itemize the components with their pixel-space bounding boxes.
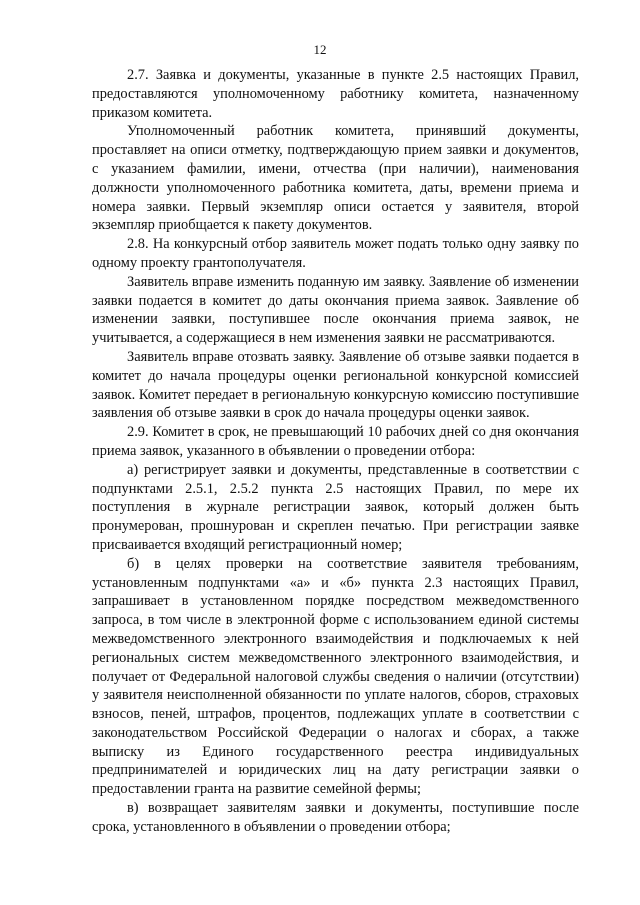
paragraph-2-7: 2.7. Заявка и документы, указанные в пункте 2.5 настоящих Правил, предоставляются уполномоченному работнику комитета, назначенному приказом комитета. bbox=[92, 67, 579, 121]
paragraph-change-application: Заявитель вправе изменить поданную им заявку. Заявление об изменении заявки подается в комитет до даты окончания приема заявок. Заявление об изменении заявки, поступившее после окончания приема заявок, не учитывается, а содержащиеся в нем изменения заявки не рассматриваются. bbox=[92, 273, 579, 347]
document-body bbox=[92, 66, 579, 837]
paragraph-withdraw-application: Заявитель вправе отозвать заявку. Заявление об отзыве заявки подается в комитет до начала процедуры оценки региональной конкурсной комиссией заявок. Комитет передает в региональную конкурсную комиссию поступившие заявления об отзыве заявки в срок до начала процедуры оценки заявок. bbox=[92, 348, 579, 422]
page-number: 12 bbox=[313, 42, 327, 57]
paragraph-authorized-employee: Уполномоченный работник комитета, принявший документы, проставляет на описи отметку, подтверждающую прием заявки и документов, с указанием фамилии, имени, отчества (при наличии), наименования должности уполномоченного работника комитета, даты, времени приема и номера заявки. Первый экземпляр описи остается у заявителя, второй экземпляр приобщается к пакету документов. bbox=[92, 123, 579, 234]
paragraph-2-9: 2.9. Комитет в срок, не превышающий 10 рабочих дней со дня окончания приема заявок, указанного в объявлении о проведении отбора: bbox=[92, 424, 579, 459]
paragraph-2-9-v: в) возвращает заявителям заявки и документы, поступившие после срока, установленного в объявлении о проведении отбора; bbox=[92, 800, 579, 835]
paragraph-2-8: 2.8. На конкурсный отбор заявитель может подать только одну заявку по одному проекту грантополучателя. bbox=[92, 236, 579, 271]
paragraph-2-9-b: б) в целях проверки на соответствие заявителя требованиям, установленным подпунктами «а» и «б» пункта 2.3 настоящих Правил, запрашивает в установленном порядке посредством межведомственного запроса, в том числе в электронной форме с использованием единой системы межведомственного электронного взаимодействия и подключаемых к ней региональных систем межведомственного электронного взаимодействия, и получает от Федеральной налоговой службы сведения о наличии (отсутствии) у заявителя неисполненной обязанности по уплате налогов, сборов, страховых взносов, пеней, штрафов, процентов, подлежащих уплате в соответствии с законодательством Российской Федерации о налогах и сборах, а также выписку из Единого государственного реестра индивидуальных предпринимателей и юридических лиц на дату регистрации заявки о предоставлении гранта на развитие семейной фермы; bbox=[92, 555, 579, 798]
paragraph-2-9-a: а) регистрирует заявки и документы, представленные в соответствии с подпунктами 2.5.1, 2.5.2 пункта 2.5 настоящих Правил, по мере их поступления в журнале регистрации заявок, который должен быть пронумерован, прошнурован и скреплен печатью. При регистрации заявке присваивается входящий регистрационный номер; bbox=[92, 461, 579, 553]
